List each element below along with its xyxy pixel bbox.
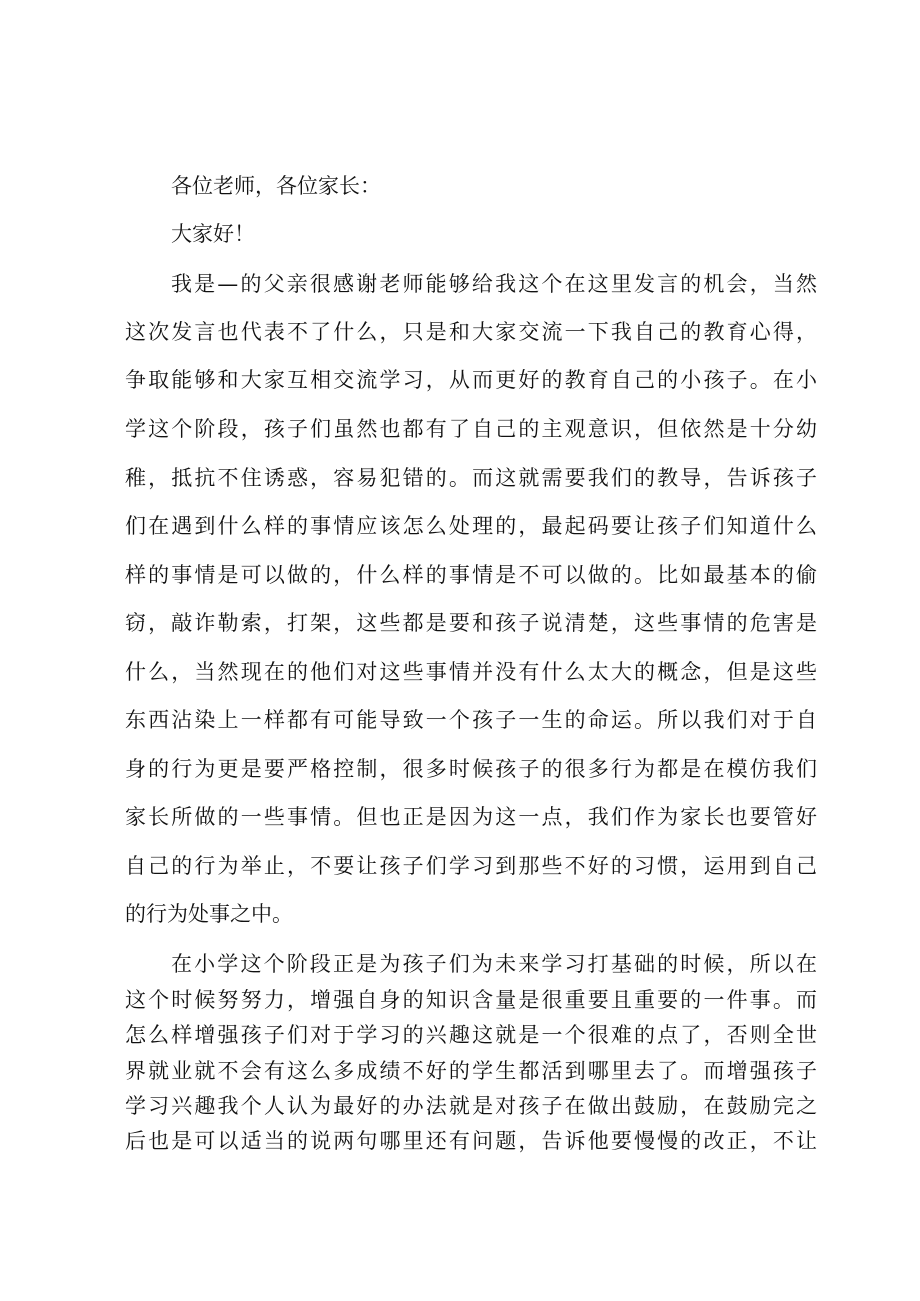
paragraph-line: 在小学这个阶段正是为孩子们为未来学习打基础的时候，所以在 <box>171 952 817 976</box>
paragraph-line: 稚，抵抗不住诱惑，容易犯错的。而这就需要我们的教导，告诉孩子 <box>125 466 817 490</box>
greeting: 大家好！ <box>171 222 255 246</box>
paragraph-line: 东西沾染上一样都有可能导致一个孩子一生的命运。所以我们对于自 <box>125 708 817 732</box>
paragraph-line: 们在遇到什么样的事情应该怎么处理的，最起码要让孩子们知道什么 <box>125 514 817 538</box>
paragraph-line: 样的事情是可以做的，什么样的事情是不可以做的。比如最基本的偷 <box>125 563 817 587</box>
paragraph-line: 自己的行为举止，不要让孩子们学习到那些不好的习惯，运用到自己 <box>125 854 817 878</box>
paragraph-line: 的行为处事之中。 <box>125 902 293 926</box>
paragraph-line: 这次发言也代表不了什么，只是和大家交流一下我自己的教育心得， <box>125 320 817 344</box>
paragraph-line: 界就业就不会有这么多成绩不好的学生都活到哪里去了。而增强孩子 <box>125 1059 817 1083</box>
paragraph-line: 这个时候努努力，增强自身的知识含量是很重要且重要的一件事。而 <box>125 988 817 1012</box>
paragraph-line: 学习兴趣我个人认为最好的办法就是对孩子在做出鼓励，在鼓励完之 <box>125 1094 817 1118</box>
paragraph-line: 家长所做的一些事情。但也正是因为这一点，我们作为家长也要管好 <box>125 805 817 829</box>
paragraph-line: 窃，敲诈勒索，打架，这些都是要和孩子说清楚，这些事情的危害是 <box>125 611 817 635</box>
salutation: 各位老师，各位家长： <box>171 174 381 198</box>
paragraph-line: 身的行为更是要严格控制，很多时候孩子的很多行为都是在模仿我们 <box>125 757 817 781</box>
paragraph-line: 什么，当然现在的他们对这些事情并没有什么太大的概念，但是这些 <box>125 660 817 684</box>
paragraph-line: 争取能够和大家互相交流学习，从而更好的教育自己的小孩子。在小 <box>125 368 817 392</box>
paragraph-line: 后也是可以适当的说两句哪里还有问题，告诉他要慢慢的改正，不让 <box>125 1129 817 1153</box>
paragraph-line: 我是—的父亲很感谢老师能够给我这个在这里发言的机会，当然 <box>171 272 817 296</box>
paragraph-line: 怎么样增强孩子们对于学习的兴趣这就是一个很难的点了，否则全世 <box>125 1023 817 1047</box>
paragraph-line: 学这个阶段，孩子们虽然也都有了自己的主观意识，但依然是十分幼 <box>125 417 817 441</box>
